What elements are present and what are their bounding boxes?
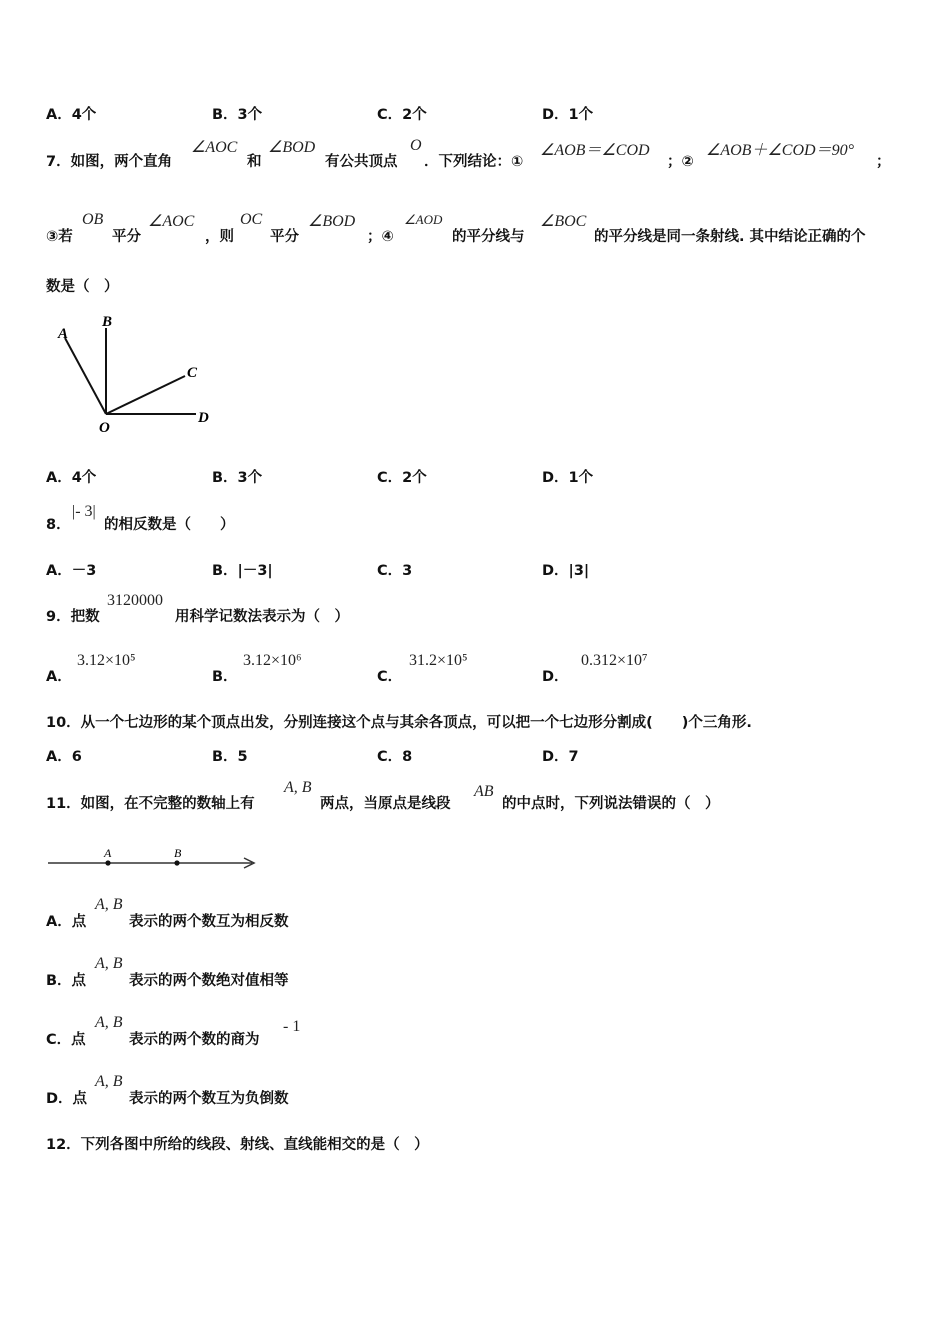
q11-option-b-math: A, B: [95, 955, 123, 972]
q7-math-aod: ∠AOD: [404, 212, 443, 227]
q11-math-ab-points: A, B: [284, 779, 312, 796]
q7-text-then: ，则: [205, 229, 234, 245]
q9-option-b-letter: B．: [212, 669, 238, 685]
q7-math-aoc: ∠AOC: [191, 139, 238, 156]
q12-text: 12．下列各图中所给的线段、射线、直线能相交的是（ ）: [46, 1137, 429, 1153]
q7-option-c: C．2个: [377, 470, 427, 486]
q9-option-c-value: 31.2×10⁵: [409, 652, 468, 669]
q7-text-3: ③若: [46, 229, 73, 245]
q10-text: 10．从一个七边形的某个顶点出发，分别连接这个点与其余各顶点，可以把一个七边形分割成( )个三角形.: [46, 715, 752, 731]
q11-math-ab-segment: AB: [474, 783, 494, 800]
q11-option-b-prefix: B．点: [46, 973, 87, 989]
q11-text-midpoint: 两点，当原点是线段: [320, 796, 451, 812]
q7-text-vertex: 有公共顶点: [325, 154, 398, 170]
q7-angle-figure: [50, 310, 220, 440]
q10-option-a: A．6: [46, 749, 82, 765]
q7-stem-start: 7．如图，两个直角: [46, 154, 173, 170]
q7-math-bod2: ∠BOD: [308, 213, 356, 230]
q7-text-semicolon: ；: [876, 154, 891, 170]
q7-option-a: A．4个: [46, 470, 97, 486]
q11-option-c-value: - 1: [283, 1018, 301, 1035]
q8-math-abs: |- 3|: [72, 503, 96, 520]
q11-option-b-text: 表示的两个数绝对值相等: [129, 973, 289, 989]
q6-option-c: C．2个: [377, 107, 427, 123]
q7-math-ob: OB: [82, 211, 104, 228]
q8-text: 的相反数是（ ）: [104, 517, 235, 533]
q11-stem-start: 11．如图，在不完整的数轴上有: [46, 796, 255, 812]
q11-option-d-math: A, B: [95, 1073, 123, 1090]
q9-option-d-letter: D．: [542, 669, 569, 685]
q7-text-bisect1: 平分: [112, 229, 141, 245]
q7-option-d: D．1个: [542, 470, 594, 486]
q8-option-c: C．3: [377, 563, 413, 579]
q7-label-a: A: [58, 326, 69, 342]
q11-option-c-text: 表示的两个数的商为: [129, 1032, 260, 1048]
q11-option-d-prefix: D．点: [46, 1091, 88, 1107]
q7-text-conclusions: ．下列结论：①: [424, 154, 524, 170]
q8-option-d: D．|3|: [542, 563, 590, 579]
q7-math-conclusion1: ∠AOB＝∠COD: [540, 142, 650, 159]
q7-option-b: B．3个: [212, 470, 263, 486]
q7-math-oc: OC: [240, 211, 263, 228]
q11-option-c-prefix: C．点: [46, 1032, 86, 1048]
q11-option-c-math: A, B: [95, 1014, 123, 1031]
q10-option-d: D．7: [542, 749, 579, 765]
q11-option-a-math: A, B: [95, 896, 123, 913]
q7-text-same-ray: 的平分线是同一条射线. 其中结论正确的个: [594, 229, 866, 245]
q7-text-and: 和: [247, 154, 262, 170]
q7-math-boc: ∠BOC: [540, 213, 587, 230]
q6-option-b: B．3个: [212, 107, 263, 123]
q11-label-b: B: [174, 846, 182, 860]
q9-option-c-letter: C．: [377, 669, 403, 685]
q7-text-bisect2: 平分: [270, 229, 299, 245]
q8-option-a: A．－3: [46, 563, 97, 579]
q7-text-bisector-and: 的平分线与: [452, 229, 525, 245]
q7-math-aoc2: ∠AOC: [148, 213, 195, 230]
q8-number: 8．: [46, 517, 71, 533]
q7-math-bod: ∠BOD: [268, 139, 316, 156]
q10-option-b: B．5: [212, 749, 248, 765]
q7-label-c: C: [187, 365, 198, 381]
q7-math-o: O: [410, 137, 422, 154]
q7-label-b: B: [102, 314, 113, 330]
q11-text-wrong: 的中点时，下列说法错误的（ ）: [502, 796, 720, 812]
q7-text-4: ；④: [367, 229, 394, 245]
q6-option-a: A．4个: [46, 107, 97, 123]
q11-option-a-text: 表示的两个数互为相反数: [129, 914, 289, 930]
q7-text-2: ；②: [667, 154, 694, 170]
q7-label-o: O: [99, 420, 110, 436]
q9-option-a-letter: A．: [46, 669, 72, 685]
q9-stem-start: 9．把数: [46, 609, 100, 625]
q8-option-b: B．|－3|: [212, 563, 273, 579]
q9-option-d-value: 0.312×10⁷: [581, 652, 648, 669]
q6-option-d: D．1个: [542, 107, 594, 123]
q7-label-d: D: [198, 410, 209, 426]
q10-option-c: C．8: [377, 749, 413, 765]
q11-number-line: [44, 843, 264, 873]
q9-math-number: 3120000: [107, 592, 163, 609]
q11-label-a: A: [104, 846, 112, 860]
q7-math-conclusion2: ∠AOB＋∠COD＝90°: [706, 142, 854, 159]
q7-text-count: 数是（ ）: [46, 279, 119, 295]
q9-text: 用科学记数法表示为（ ）: [175, 609, 349, 625]
q9-option-a-value: 3.12×10⁵: [77, 652, 136, 669]
q9-option-b-value: 3.12×10⁶: [243, 652, 302, 669]
q11-option-d-text: 表示的两个数互为负倒数: [129, 1091, 289, 1107]
q11-option-a-prefix: A．点: [46, 914, 87, 930]
